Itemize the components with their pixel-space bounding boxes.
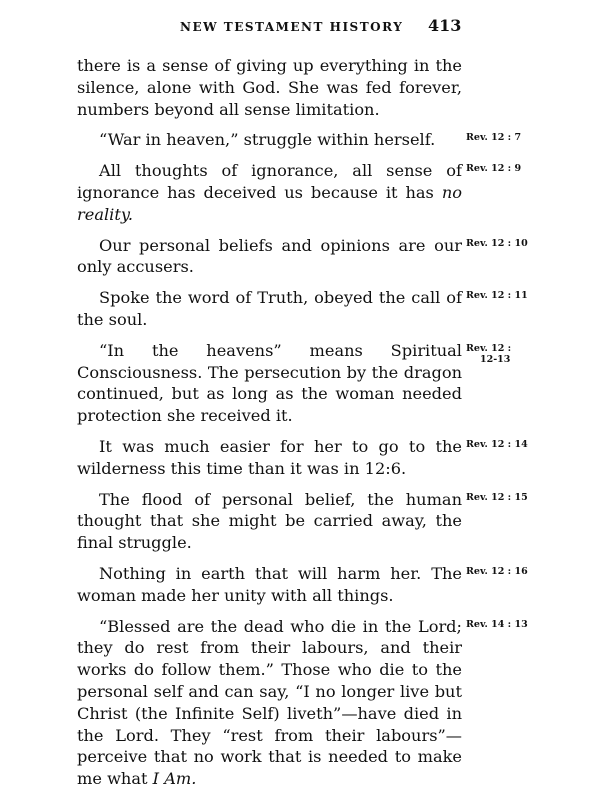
paragraph: [77, 489, 528, 554]
scripture-reference: Rev. 12 : 14: [466, 438, 528, 450]
page-number: 413: [428, 16, 462, 35]
scripture-reference: Rev. 12 : 9: [466, 163, 522, 175]
paragraph: [77, 129, 522, 151]
paragraph: [77, 616, 528, 790]
scripture-reference-line2: 12-13: [480, 353, 511, 365]
page-body: [77, 55, 528, 799]
running-title: NEW TESTAMENT HISTORY: [180, 20, 404, 34]
paragraph-text: Spoke the word of Truth, obeyed the call of the soul.: [77, 288, 462, 329]
paragraph-text: Nothing in earth that will harm her. The woman made her unity with all things.: [77, 563, 462, 605]
scripture-reference: Rev. 14 : 13: [466, 618, 528, 630]
scripture-reference: Rev. 12 : 7: [466, 132, 522, 144]
scripture-reference-line1: Rev. 12 :: [466, 342, 512, 354]
paragraph-text: Our personal beliefs and opinions are our only accusers.: [77, 235, 462, 277]
page-header: [0, 16, 600, 40]
scripture-reference: Rev. 12 : 10: [466, 237, 528, 249]
scripture-reference: Rev. 12 : 15: [466, 491, 528, 503]
scripture-reference: Rev. 12 : 16: [466, 565, 528, 577]
scripture-reference: [466, 343, 511, 365]
paragraph: [77, 235, 528, 279]
paragraph-text: The flood of personal belief, the human thought that she might be carried away, the final struggle.: [77, 489, 462, 553]
paragraph-text: All thoughts of ignorance, all sense of ignorance has deceived us because it has: [77, 161, 462, 202]
paragraph: [77, 340, 512, 427]
paragraph-text: there is a sense of giving up everything in the silence, alone with God. She was fed forever, numbers beyond all sense limitation.: [77, 56, 462, 119]
paragraph: [77, 287, 528, 331]
scripture-reference: Rev. 12 : 11: [466, 290, 528, 302]
emphasized-text: I Am.: [152, 769, 197, 789]
paragraph-text: “War in heaven,” struggle within herself.: [99, 130, 436, 150]
paragraph: [77, 563, 528, 607]
paragraph-text: “Blessed are the dead who die in the Lord; they do rest from their labours, and their works do follow them.” Those who die to the personal self and can say, “I no longer live but Christ (the Infinite Self) liveth”—have died in the Lord. They “rest from their labours”—perceive that no work that is needed to make me what: [77, 616, 462, 789]
paragraph: [77, 55, 462, 120]
paragraph: [77, 160, 522, 225]
paragraph: [77, 436, 528, 480]
paragraph-text: “In the heavens” means Spiritual Consciousness. The persecution by the dragon continued, but as long as the woman needed protection she received it.: [77, 340, 462, 426]
emphasized-text: no reality.: [77, 182, 462, 224]
paragraph-text: It was much easier for her to go to the wilderness this time than it was in 12:6.: [77, 436, 462, 478]
